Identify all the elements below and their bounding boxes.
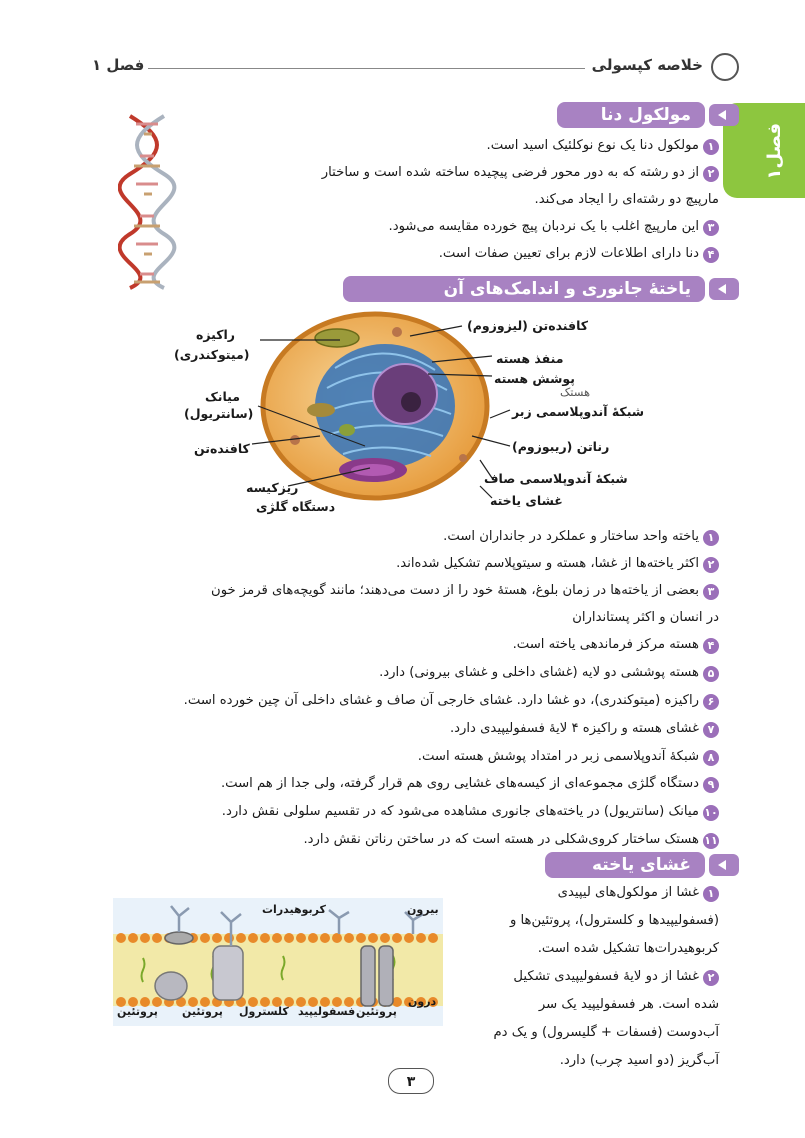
- section-title-animal-cell: یاختهٔ جانوری و اندامک‌های آن: [343, 276, 705, 302]
- section-title-dna: مولکول دنا: [557, 102, 705, 128]
- chapter-side-tab-label: فصل۱: [764, 123, 785, 180]
- cell-fact-7: غشای هسته و راکیزه ۴ لایهٔ فسفولیپیدی دارد.: [449, 721, 699, 736]
- page-number: ۳: [388, 1068, 434, 1094]
- section-arrow-icon: [709, 104, 739, 126]
- dna-fact-3: این مارپیچ اغلب با یک نردبان پیچ خورده مقایسه می‌شود.: [388, 219, 699, 234]
- membrane-fact-1-cont2: کربوهیدرات‌ها تشکیل شده است.: [537, 941, 719, 956]
- item-number-badge: ۷: [703, 722, 719, 738]
- label-nucleolus: هستک: [560, 385, 591, 399]
- label-rough-er: شبکهٔ آندوپلاسمی زبر: [512, 404, 645, 419]
- cell-fact-4: هسته مرکز فرماندهی یاخته است.: [512, 637, 699, 652]
- label-protein-3: پروتئین: [356, 1005, 397, 1018]
- label-vesicle: کافنده‌تن: [194, 441, 250, 456]
- cell-fact-3-cont: در انسان و اکثر پستانداران: [572, 610, 719, 625]
- item-number-badge: ۴: [703, 247, 719, 263]
- header-chapter: فصل ۱: [92, 56, 145, 74]
- label-phospholipid: فسفولیپید: [298, 1005, 356, 1018]
- dna-fact-1: مولکول دنا یک نوع نوکلئیک اسید است.: [486, 138, 699, 153]
- item-number-badge: ۵: [703, 666, 719, 682]
- label-protein-1: پروتئین: [117, 1005, 158, 1018]
- membrane-fact-2-cont2: آب‌دوست (فسفات + گلیسرول) و یک دم: [493, 1025, 719, 1040]
- cell-fact-9: دستگاه گلژی مجموعه‌ای از کیسه‌های غشایی روی هم قرار گرفته، ولی جدا از هم است.: [220, 776, 699, 791]
- item-number-badge: ۳: [703, 220, 719, 236]
- item-number-badge: ۱: [703, 886, 719, 902]
- item-number-badge: ۳: [703, 584, 719, 600]
- dna-fact-4: دنا دارای اطلاعات لازم برای تعیین صفات است.: [438, 246, 699, 261]
- cell-fact-6: راکیزه (میتوکندری)، دو غشا دارد. غشای خارجی آن صاف و غشای داخلی آن چین خورده است.: [183, 693, 699, 708]
- dna-fact-2-cont: مارپیچ دو رشته‌ای را ایجاد می‌کند.: [534, 192, 719, 207]
- label-nuclear-pore: منفذ هسته: [496, 351, 564, 366]
- label-lysosome: کافنده‌تن (لیزوزوم): [467, 318, 589, 333]
- cell-fact-11: هستک ساختار کروی‌شکلی در هسته است که در ساختن رناتن نقش دارد.: [303, 832, 699, 847]
- label-centriole-latin: (سانتریول): [184, 406, 254, 421]
- label-inside: درون: [408, 995, 437, 1008]
- item-number-badge: ۱: [703, 139, 719, 155]
- item-number-badge: ۲: [703, 557, 719, 573]
- cell-fact-2: اکثر یاخته‌ها از غشا، هسته و سیتوپلاسم تشکیل شده‌اند.: [396, 556, 699, 571]
- item-number-badge: ۴: [703, 638, 719, 654]
- section-title-cell-membrane: غشای یاخته: [545, 852, 705, 878]
- section-arrow-icon: [709, 278, 739, 300]
- item-number-badge: ۱۱: [704, 834, 718, 847]
- label-outside: بیرون: [407, 903, 439, 916]
- cell-fact-8: شبکهٔ آندوپلاسمی زبر در امتداد پوشش هسته است.: [417, 749, 699, 764]
- label-mitochondria: راکیزه: [196, 327, 236, 342]
- membrane-fact-2-cont3: آب‌گریز (دو اسید چرب) دارد.: [559, 1053, 719, 1068]
- item-number-badge: ۲: [703, 970, 719, 986]
- membrane-fact-2: غشا از دو لایهٔ فسفولیپیدی تشکیل: [513, 969, 699, 984]
- cell-fact-5: هسته پوششی دو لایه (غشای داخلی و غشای بیرونی) دارد.: [379, 665, 699, 680]
- label-centriole: میانک: [205, 389, 241, 404]
- cell-fact-3: بعضی از یاخته‌ها در زمان بلوغ، هستهٔ خود را از دست می‌دهند؛ مانند گویچه‌های قرمز خون: [211, 583, 699, 598]
- membrane-fact-1-cont: (فسفولیپیدها و کلسترول)، پروتئین‌ها و: [509, 913, 719, 928]
- section-arrow-icon: [709, 854, 739, 876]
- label-protein-2: پروتئین: [182, 1005, 223, 1018]
- membrane-fact-2-cont: شده است. هر فسفولیپید یک سر: [538, 997, 719, 1012]
- membrane-fact-1: غشا از مولکول‌های لیپیدی: [557, 885, 699, 900]
- item-number-badge: ۱۰: [704, 806, 718, 819]
- dna-fact-2: از دو رشته که به دور محور فرضی پیچیده ساخته شده است و ساختار: [321, 165, 699, 180]
- label-cholesterol: کلسترول: [239, 1005, 289, 1018]
- label-cell-membrane: غشای یاخته: [490, 493, 563, 508]
- item-number-badge: ۸: [703, 750, 719, 766]
- label-mitochondria-latin: (میتوکندری): [174, 347, 250, 362]
- dna-helix-image: [118, 112, 178, 290]
- item-number-badge: ۱: [703, 530, 719, 546]
- label-carbohydrate: کربوهیدرات: [262, 903, 326, 916]
- header-title: خلاصه کپسولی: [591, 56, 703, 74]
- item-number-badge: ۹: [703, 777, 719, 793]
- item-number-badge: ۶: [703, 694, 719, 710]
- label-nuclear-envelope: پوشش هسته: [494, 371, 575, 386]
- label-golgi: دستگاه گلژی: [256, 499, 336, 514]
- header-divider: [148, 68, 585, 69]
- item-number-badge: ۲: [703, 166, 719, 182]
- label-small-vesicle: ریزکیسه: [246, 480, 299, 495]
- capsule-logo-icon: [711, 53, 739, 81]
- label-ribosome: رناتن (ریبوزوم): [512, 439, 610, 454]
- cell-fact-1: یاخته واحد ساختار و عملکرد در جانداران است.: [443, 529, 699, 544]
- label-smooth-er: شبکهٔ آندوپلاسمی صاف: [484, 471, 628, 486]
- cell-fact-10: میانک (سانتریول) در یاخته‌های جانوری مشاهده می‌شود که در تقسیم سلولی نقش دارد.: [221, 804, 699, 819]
